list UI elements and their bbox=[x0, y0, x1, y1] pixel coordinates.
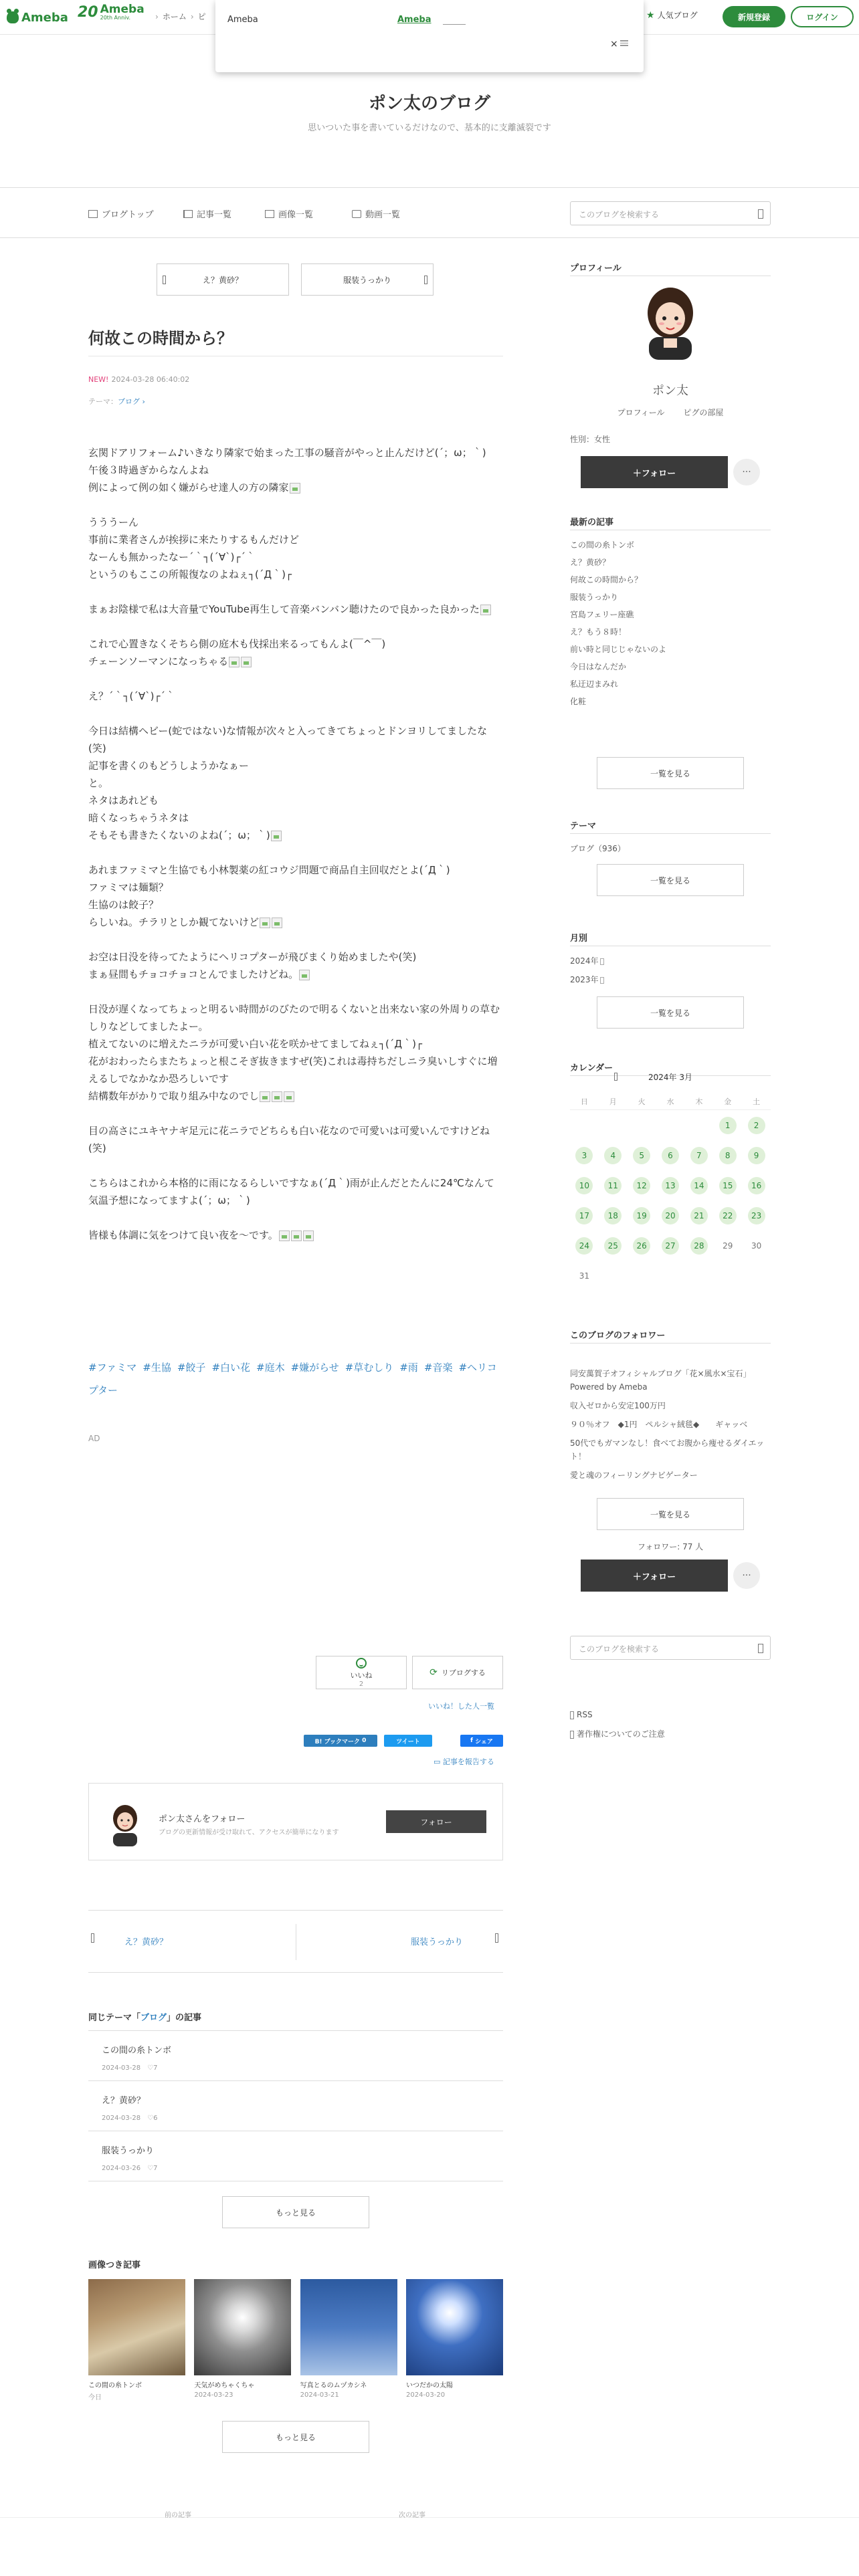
same-theme-item-title[interactable]: この間の糸トンボ bbox=[102, 2046, 172, 2056]
chevron-left-icon bbox=[91, 1933, 94, 1943]
image-article-title[interactable]: この間の糸トンボ bbox=[88, 2382, 142, 2389]
hashtag-link[interactable]: #音楽 bbox=[423, 1362, 453, 1374]
image-article-thumbnail[interactable] bbox=[194, 2279, 291, 2375]
entry-paragraph: うううーん 事前に業者さんが挨拶に来たりするもんだけど なーんも無かったなー´｀┐(´∀`)┌´｀ というのもここの所報復なのよねぇ┐(´Д｀)┌ bbox=[88, 516, 300, 580]
calendar-day[interactable] bbox=[599, 1237, 628, 1255]
same-theme-item[interactable] bbox=[88, 2081, 503, 2131]
entry-paragraph: これで心置きなくそちら側の庭木も伐採出来るってもんよ(￣^￣) チェーンソーマンになっちゃる bbox=[88, 638, 386, 667]
image-article-card[interactable] bbox=[194, 2279, 291, 2401]
calendar-day-number: 20 bbox=[662, 1207, 679, 1224]
calendar-day-number: 4 bbox=[604, 1147, 622, 1164]
hatena-count: 0 bbox=[362, 1737, 367, 1744]
calendar-day-number: 21 bbox=[690, 1207, 708, 1224]
theme-more-button[interactable]: 一覧を見る bbox=[597, 864, 744, 896]
home-icon bbox=[88, 210, 98, 218]
ameba-logo[interactable]: Ameba bbox=[7, 7, 68, 27]
calendar-day-number bbox=[633, 1115, 650, 1133]
recent-article-link[interactable]: え？黄砂？ bbox=[570, 558, 611, 567]
calendar-day[interactable] bbox=[684, 1147, 713, 1164]
calendar-day[interactable] bbox=[628, 1237, 656, 1255]
search-icon[interactable] bbox=[758, 1644, 763, 1653]
calendar-day[interactable] bbox=[628, 1207, 656, 1224]
calendar-day-number: 6 bbox=[662, 1147, 679, 1164]
calendar-day-number: 24 bbox=[575, 1237, 593, 1255]
calendar-day bbox=[599, 1115, 628, 1135]
smile-icon bbox=[356, 1658, 367, 1669]
pigg-room-link[interactable]: ピグの部屋 bbox=[683, 408, 724, 417]
overlay-line bbox=[443, 24, 466, 25]
calendar-day-number: 14 bbox=[690, 1177, 708, 1194]
emoji-image bbox=[279, 1230, 290, 1241]
action-row bbox=[88, 1656, 503, 1689]
recent-article-link[interactable]: 服装うっかり bbox=[570, 593, 619, 602]
hashtag-link[interactable]: #生協 bbox=[142, 1362, 171, 1374]
expand-icon bbox=[600, 958, 604, 965]
popular-blog-link[interactable]: ★ 人気ブログ bbox=[646, 9, 698, 21]
profile-gender: 性別：女性 bbox=[570, 435, 611, 444]
followers-more-button[interactable]: 一覧を見る bbox=[597, 1498, 744, 1530]
calendar-day-number: 19 bbox=[633, 1207, 650, 1224]
blog-description: 思いついた事を書いているだけなので、基本的に支離滅裂です bbox=[308, 123, 551, 133]
emoji-image bbox=[291, 1230, 302, 1241]
calendar-day[interactable] bbox=[684, 1177, 713, 1194]
chevron-left-icon bbox=[163, 276, 166, 284]
speech-bubble-icon: ▭ bbox=[434, 1757, 441, 1766]
same-theme-item-date: 2024-03-28 bbox=[102, 2115, 141, 2122]
calendar-weekday-row bbox=[570, 1093, 771, 1110]
nav-video-list[interactable]: 動画一覧 bbox=[352, 207, 400, 220]
image-articles-more-button[interactable]: もっと見る bbox=[222, 2421, 369, 2453]
follow-card-description: ブログの更新情報が受け取れて、アクセスが簡単になります bbox=[159, 1829, 339, 1836]
follow-card bbox=[88, 1783, 503, 1860]
calendar-week bbox=[570, 1140, 771, 1170]
entry-body bbox=[88, 444, 503, 1261]
recent-article-link[interactable]: 今日はなんだか bbox=[570, 662, 627, 671]
emoji-image bbox=[271, 831, 282, 841]
hashtag-link[interactable]: #ヘリコプター bbox=[88, 1362, 497, 1396]
calendar-day[interactable] bbox=[656, 1177, 685, 1194]
image-article-thumbnail[interactable] bbox=[300, 2279, 397, 2375]
calendar-day-number bbox=[748, 1266, 765, 1283]
calendar-day[interactable] bbox=[713, 1147, 742, 1164]
hashtag-link[interactable]: #白い花 bbox=[211, 1362, 251, 1374]
calendar-day bbox=[713, 1237, 742, 1255]
calendar-day-number bbox=[719, 1266, 737, 1283]
image-article-title[interactable]: 写真とるのムヅカシネ bbox=[300, 2382, 367, 2389]
calendar-day-number: 22 bbox=[719, 1207, 737, 1224]
calendar-day bbox=[684, 1266, 713, 1285]
login-button[interactable]: ログイン bbox=[791, 6, 854, 27]
emoji-image bbox=[260, 1091, 270, 1102]
follow-button[interactable]: フォロー bbox=[386, 1810, 486, 1833]
entry-paragraph: 今日は結構ヘビー(蛇ではない)な情報が次々と入ってきてちょっとドンヨリしてましたな(笑) 記事を書くのもどうしようかなぁー と。 ネタはあれども 暗くなっちゃうネタは そもそも書きたくないのよね(´；ω；｀) bbox=[88, 725, 488, 841]
calendar-day bbox=[742, 1237, 771, 1255]
follow-card-name: ポン太さんをフォロー bbox=[159, 1814, 246, 1824]
image-article-date: 2024-03-20 bbox=[405, 2391, 446, 2399]
sidebar-follow-button-2[interactable]: ＋フォロー bbox=[581, 1560, 728, 1592]
image-articles-grid bbox=[88, 2279, 503, 2401]
follower-blog-link[interactable]: 50代でもガマンなし！食べてお腹から痩せるダイエット！ bbox=[570, 1438, 765, 1461]
reblog-icon: ⟳ bbox=[430, 1667, 438, 1678]
calendar-day-number: 25 bbox=[604, 1237, 622, 1255]
same-theme-more-button[interactable]: もっと見る bbox=[222, 2196, 369, 2228]
profile-avatar[interactable] bbox=[634, 282, 706, 360]
recent-article-link[interactable]: 何故この時間から？ bbox=[570, 575, 643, 584]
nav-article-list[interactable]: 記事一覧 bbox=[183, 207, 231, 220]
calendar-day-number bbox=[690, 1266, 708, 1283]
entry-paragraph: 皆様も体調に気をつけて良い夜を〜です。 bbox=[88, 1226, 503, 1244]
calendar-day[interactable] bbox=[713, 1117, 742, 1134]
image-article-date: 今日 bbox=[88, 2394, 102, 2401]
next-article-link[interactable]: 服装うっかり bbox=[411, 1937, 464, 1947]
image-article-thumbnail[interactable] bbox=[88, 2279, 185, 2375]
calendar-day[interactable] bbox=[628, 1147, 656, 1164]
image-article-thumbnail[interactable] bbox=[406, 2279, 503, 2375]
calendar-day-number: 18 bbox=[604, 1207, 622, 1224]
profile-name[interactable]: ポン太 bbox=[652, 384, 688, 398]
same-theme-heading: 同じテーマ「ブログ」の記事 bbox=[88, 2013, 202, 2023]
like-icon: ♡ bbox=[140, 2115, 154, 2122]
entry-paragraph: え？´｀┐(´∀`)┌´｀ bbox=[88, 690, 176, 702]
calendar-day-number: 30 bbox=[751, 1241, 762, 1251]
calendar-day-number bbox=[662, 1115, 679, 1133]
followers-heading: このブログのフォロワー bbox=[570, 1331, 666, 1341]
overlay-brand: Ameba bbox=[227, 15, 258, 25]
nav-blog-top[interactable]: ブログトップ bbox=[88, 207, 154, 220]
calendar-day[interactable] bbox=[742, 1117, 771, 1134]
calendar-day[interactable] bbox=[570, 1177, 599, 1194]
emoji-image bbox=[290, 483, 300, 494]
report-link[interactable]: ▭ 記事を報告する bbox=[434, 1757, 494, 1766]
emoji-image bbox=[480, 605, 491, 615]
chevron-right-icon bbox=[424, 276, 427, 284]
calendar-week bbox=[570, 1200, 771, 1230]
emoji-image bbox=[272, 918, 282, 928]
follower-blog-link[interactable]: 同安萬賀子オフィシャルブログ「花×風水×宝石」Powered by Ameba bbox=[570, 1369, 751, 1392]
same-theme-item-meta bbox=[102, 2062, 490, 2072]
calendar-day-number: 7 bbox=[690, 1147, 708, 1164]
calendar-day[interactable] bbox=[742, 1177, 771, 1194]
new-badge: NEW! bbox=[88, 375, 109, 384]
ad-label: AD bbox=[88, 1434, 100, 1443]
sidebar-search-input[interactable]: このブログを検索する bbox=[570, 1636, 771, 1660]
close-icon[interactable]: × bbox=[610, 39, 618, 49]
share-row bbox=[88, 1735, 503, 1748]
hashtag-link[interactable]: #雨 bbox=[399, 1362, 418, 1374]
next-article-button[interactable]: 服装うっかり bbox=[301, 263, 434, 296]
same-theme-list bbox=[88, 2030, 503, 2181]
calendar-day[interactable] bbox=[656, 1147, 685, 1164]
blog-search-input[interactable]: このブログを検索する bbox=[570, 201, 771, 225]
calendar-title: 2024年 3月 bbox=[648, 1073, 692, 1082]
calendar-day-number: 2 bbox=[748, 1117, 765, 1134]
image-article-date: 2024-03-23 bbox=[194, 2391, 233, 2399]
entry-paragraph: こちらはこれから本格的に雨になるらしいですなぁ(´Д｀)雨が止んだとたんに24℃なんて気温予想になってますよ(´；ω；｀) bbox=[88, 1177, 494, 1206]
calendar-day bbox=[742, 1266, 771, 1285]
entry-theme-link[interactable]: ブログ › bbox=[118, 397, 145, 406]
recent-article-link[interactable]: え？もう８時！ bbox=[570, 627, 627, 637]
calendar-day-number: 5 bbox=[633, 1147, 650, 1164]
calendar-day[interactable] bbox=[628, 1177, 656, 1194]
calendar-weekday: 火 bbox=[638, 1097, 646, 1106]
calendar-day bbox=[570, 1115, 599, 1135]
sidebar-follow-button[interactable]: ＋フォロー bbox=[581, 456, 728, 488]
breadcrumb: › ホーム › ピ bbox=[155, 12, 206, 21]
calendar-day[interactable] bbox=[713, 1207, 742, 1224]
recent-more-button[interactable]: 一覧を見る bbox=[597, 757, 744, 789]
like-list-link[interactable]: いいね！した人一覧 bbox=[428, 1702, 494, 1711]
same-theme-item-count: 7 bbox=[153, 2064, 158, 2072]
calendar-week bbox=[570, 1110, 771, 1140]
calendar-week bbox=[570, 1261, 771, 1291]
overlay-link[interactable]: Ameba bbox=[397, 15, 432, 25]
calendar-day[interactable] bbox=[599, 1147, 628, 1164]
menu-icon[interactable] bbox=[620, 40, 628, 46]
calendar-day[interactable] bbox=[570, 1207, 599, 1224]
same-theme-link[interactable]: ブログ bbox=[140, 2013, 167, 2023]
calendar-weekday: 水 bbox=[666, 1097, 674, 1106]
same-theme-item-title[interactable]: 服装うっかり bbox=[102, 2146, 155, 2156]
calendar-day-number bbox=[690, 1115, 708, 1133]
calendar-day-number: 17 bbox=[575, 1207, 593, 1224]
calendar-day bbox=[570, 1267, 599, 1285]
image-article-date: 2024-03-21 bbox=[300, 2391, 339, 2399]
calendar-weekday: 日 bbox=[580, 1097, 588, 1106]
image-article-card[interactable] bbox=[88, 2279, 185, 2401]
like-icon: ♡ bbox=[140, 2064, 154, 2072]
same-theme-item-date: 2024-03-28 bbox=[102, 2064, 141, 2072]
calendar-day[interactable] bbox=[713, 1177, 742, 1194]
calendar-day-number: 3 bbox=[575, 1147, 593, 1164]
image-article-title[interactable]: 天気がめちゃくちゃ bbox=[194, 2382, 255, 2389]
rss-icon bbox=[570, 1711, 574, 1719]
follower-count: フォロワー: 77 人 bbox=[637, 1542, 704, 1551]
register-button[interactable]: 新規登録 bbox=[723, 6, 785, 27]
profile-heading: プロフィール bbox=[570, 263, 622, 274]
monthly-item-2023[interactable]: 2023年 bbox=[570, 974, 604, 985]
calendar-day-number: 29 bbox=[723, 1241, 733, 1251]
entry-title[interactable]: 何故この時間から？ bbox=[88, 329, 233, 348]
same-theme-item[interactable] bbox=[88, 2131, 503, 2181]
calendar-weekday: 土 bbox=[753, 1097, 761, 1106]
same-theme-item-meta bbox=[102, 2162, 490, 2172]
prev-next-top bbox=[157, 263, 434, 297]
footer-next-label: 次の記事 bbox=[399, 2512, 425, 2519]
calendar-day-number: 12 bbox=[633, 1177, 650, 1194]
emoji-image bbox=[299, 970, 310, 980]
calendar-weekday: 月 bbox=[609, 1097, 617, 1106]
recent-article-link[interactable]: 私迂辺まみれ bbox=[570, 679, 619, 689]
emoji-image bbox=[303, 1230, 314, 1241]
calendar-day-number: 13 bbox=[662, 1177, 679, 1194]
calendar-day bbox=[628, 1115, 656, 1135]
entry-paragraph: お空は日没を待ってたようにヘリコプターが飛びまくり始めましたや(笑) まぁ昼間もチョコチョコとんでましたけどね。 bbox=[88, 951, 417, 980]
monthly-heading: 月別 bbox=[570, 934, 588, 944]
calendar-day-number: 28 bbox=[690, 1237, 708, 1255]
image-article-title[interactable]: いつだかの太陽 bbox=[405, 2382, 453, 2389]
breadcrumb-home[interactable]: ホーム bbox=[162, 12, 187, 21]
calendar-day-number: 10 bbox=[575, 1177, 593, 1194]
image-icon bbox=[265, 210, 274, 218]
same-theme-item-date: 2024-03-26 bbox=[102, 2165, 141, 2172]
recent-article-link[interactable]: 宮島フェリー座礁 bbox=[570, 610, 634, 619]
calendar-day[interactable] bbox=[742, 1207, 771, 1224]
calendar-day bbox=[628, 1266, 656, 1285]
video-icon bbox=[352, 210, 361, 218]
calendar-day-number bbox=[633, 1266, 650, 1283]
hashtag-list bbox=[88, 1356, 503, 1402]
recent-heading: 最新の記事 bbox=[570, 518, 614, 528]
calendar-day bbox=[656, 1115, 685, 1135]
facebook-icon: f bbox=[470, 1737, 473, 1744]
calendar-grid bbox=[570, 1093, 771, 1291]
followers-divider bbox=[570, 1343, 771, 1344]
hashtag-link[interactable]: #嫌がらせ bbox=[290, 1362, 339, 1374]
entry-paragraph: 日没が遅くなってちょっと明るい時間がのびたので明るくないと出来ない家の外周りの草むしりなどしてましたよー。 植えてないのに増えたニラが可愛い白い花を咲かせてましてねぇ┐(´Д｀)┌ 花がおわったらまたちょっと根こそぎ抜きますぜ(笑)これは毒持ちだしニラ臭いしすぐに増えるしでなかなか恐ろしいです 結構数年がかりで取り組み中なのでし bbox=[88, 1003, 500, 1102]
calendar-day-number bbox=[604, 1115, 622, 1133]
calendar-day bbox=[684, 1115, 713, 1135]
hatena-bookmark-button[interactable]: B! ブックマーク 0 bbox=[304, 1735, 377, 1747]
follower-blog-link[interactable]: ９０％オフ ◆1円 ペルシャ絨毯◆ ギャッベ bbox=[570, 1420, 748, 1429]
image-article-card[interactable] bbox=[406, 2279, 503, 2401]
calendar-day-number: 16 bbox=[748, 1177, 765, 1194]
profile-link[interactable]: プロフィール bbox=[617, 408, 665, 417]
calendar-day-number: 11 bbox=[604, 1177, 622, 1194]
calendar-week bbox=[570, 1170, 771, 1200]
blog-nav bbox=[0, 187, 859, 238]
blog-title[interactable]: ポン太のブログ bbox=[368, 94, 490, 114]
monthly-item-2024[interactable]: 2024年 bbox=[570, 955, 604, 966]
calendar-day[interactable] bbox=[656, 1237, 685, 1255]
hashtag-link[interactable]: #庭木 bbox=[256, 1362, 285, 1374]
emoji-image bbox=[260, 918, 270, 928]
entry-paragraph: まぁお陰様で私は大音量でYouTube再生して音楽バンバン聴けたので良かった良かった bbox=[88, 601, 503, 618]
like-icon: ♡ bbox=[140, 2165, 154, 2172]
facebook-share-button[interactable]: f シェア bbox=[460, 1735, 503, 1747]
theme-heading: テーマ bbox=[570, 821, 597, 831]
calendar-day[interactable] bbox=[570, 1147, 599, 1164]
entry-date: NEW! 2024-03-28 06:40:02 bbox=[88, 375, 190, 384]
calendar-weekday: 金 bbox=[724, 1097, 732, 1106]
calendar-day[interactable] bbox=[742, 1147, 771, 1164]
theme-item[interactable]: ブログ（936） bbox=[570, 844, 626, 853]
entry-paragraph: 目の高さにユキヤナギ足元に花ニラでどちらも白い花なので可愛いは可愛いんですけどね(笑) bbox=[88, 1125, 490, 1154]
calendar-day-number bbox=[575, 1115, 593, 1133]
theme-divider bbox=[570, 833, 771, 834]
frog-icon bbox=[7, 11, 19, 23]
document-icon bbox=[183, 210, 193, 218]
calendar-day-number: 9 bbox=[748, 1147, 765, 1164]
calendar-day-number: 31 bbox=[579, 1271, 590, 1281]
emoji-image bbox=[229, 657, 240, 667]
calendar-day bbox=[656, 1266, 685, 1285]
recent-list bbox=[570, 536, 771, 710]
calendar-day[interactable] bbox=[599, 1207, 628, 1224]
calendar-day-number: 26 bbox=[633, 1237, 650, 1255]
calendar-day[interactable] bbox=[684, 1207, 713, 1224]
calendar-day-number: 8 bbox=[719, 1147, 737, 1164]
hashtag-link[interactable]: #餃子 bbox=[177, 1362, 206, 1374]
search-icon[interactable] bbox=[758, 209, 763, 219]
overlay-popup bbox=[215, 0, 644, 72]
calendar-day-number: 15 bbox=[719, 1177, 737, 1194]
calendar-day[interactable] bbox=[656, 1207, 685, 1224]
rss-link[interactable]: RSS bbox=[570, 1710, 593, 1719]
calendar-week bbox=[570, 1230, 771, 1261]
footer-prev-label: 前の記事 bbox=[165, 2512, 191, 2519]
more-options-button[interactable]: ··· bbox=[733, 459, 760, 486]
calendar-day[interactable] bbox=[599, 1177, 628, 1194]
calendar-day bbox=[599, 1266, 628, 1285]
calendar-day-number: 1 bbox=[719, 1117, 737, 1134]
profile-links bbox=[570, 407, 771, 418]
same-theme-item-count: 7 bbox=[153, 2165, 158, 2172]
copyright-notice-link[interactable]: 著作権についてのご注意 bbox=[570, 1728, 665, 1739]
image-article-card[interactable] bbox=[300, 2279, 397, 2401]
reblog-button[interactable]: ⟳ リブログする bbox=[412, 1656, 503, 1689]
follower-blog-link[interactable]: 収入ゼロから安定100万円 bbox=[570, 1401, 666, 1410]
image-articles-heading: 画像つき記事 bbox=[88, 2260, 141, 2270]
calendar-day bbox=[713, 1266, 742, 1285]
follower-blog-link[interactable]: 愛と魂のフィーリングナビゲーター bbox=[570, 1471, 698, 1480]
prev-next-bottom bbox=[88, 1910, 503, 1973]
calendar-heading: カレンダー bbox=[570, 1063, 613, 1073]
same-theme-item-meta bbox=[102, 2112, 490, 2122]
breadcrumb-pigg[interactable]: ピ bbox=[197, 12, 206, 21]
calendar-day-number: 23 bbox=[748, 1207, 765, 1224]
entry-paragraph: あれまファミマと生協でも小林製薬の紅コウジ問題で商品自主回収だとよ(´Д｀) ファミマは麺類？ 生協のは餃子？ らしいね。チラリとしか観てないけど bbox=[88, 864, 450, 928]
same-theme-item-title[interactable]: え？黄砂？ bbox=[102, 2096, 146, 2106]
follower-list bbox=[570, 1367, 771, 1487]
entry-paragraph: 玄関ドアリフォーム♪いきなり隣家で始まった工事の騒音がやっと止んだけど(´；ω；｀) 午後３時過ぎからなんよね 例によって例の如く嫌がらせ達人の方の隣家 bbox=[88, 447, 486, 494]
recent-article-link[interactable]: この間の糸トンボ bbox=[570, 540, 635, 550]
prev-article-button[interactable]: え？黄砂？ bbox=[157, 263, 289, 296]
like-button[interactable]: いいね 2 bbox=[316, 1656, 407, 1689]
emoji-image bbox=[241, 657, 252, 667]
expand-icon bbox=[600, 977, 604, 984]
recent-article-link[interactable]: 化粧 bbox=[570, 697, 587, 706]
hashtag-link[interactable]: #ファミマ bbox=[88, 1362, 137, 1374]
avatar bbox=[104, 1798, 147, 1846]
calendar-day-number bbox=[604, 1266, 622, 1283]
tweet-button[interactable]: ツイート bbox=[384, 1735, 432, 1747]
more-options-button-2[interactable]: ··· bbox=[733, 1562, 760, 1589]
info-icon bbox=[570, 1731, 574, 1739]
footer-divider bbox=[0, 2517, 859, 2518]
nav-image-list[interactable]: 画像一覧 bbox=[265, 207, 313, 220]
emoji-image bbox=[272, 1091, 282, 1102]
recent-article-link[interactable]: 前い時と同じじゃないのよ bbox=[570, 645, 667, 654]
calendar-day[interactable] bbox=[570, 1237, 599, 1255]
same-theme-item[interactable] bbox=[88, 2031, 503, 2081]
hashtag-link[interactable]: #草むしり bbox=[345, 1362, 394, 1374]
chevron-right-icon bbox=[495, 1933, 498, 1943]
calendar-day-number: 27 bbox=[662, 1237, 679, 1255]
like-count: 2 bbox=[359, 1680, 364, 1688]
same-theme-item-count: 6 bbox=[153, 2115, 158, 2122]
crown-icon: ★ bbox=[646, 9, 655, 21]
calendar-day[interactable] bbox=[684, 1237, 713, 1255]
calendar-day-number bbox=[662, 1266, 679, 1283]
entry-theme: テーマ：ブログ › bbox=[88, 397, 145, 406]
calendar-weekday: 木 bbox=[695, 1097, 703, 1106]
prev-article-link[interactable]: え？黄砂？ bbox=[124, 1937, 169, 1947]
emoji-image bbox=[284, 1091, 294, 1102]
monthly-more-button[interactable]: 一覧を見る bbox=[597, 996, 744, 1029]
anniversary-logo[interactable]: 20 Ameba 20th Anniv. bbox=[78, 3, 145, 21]
